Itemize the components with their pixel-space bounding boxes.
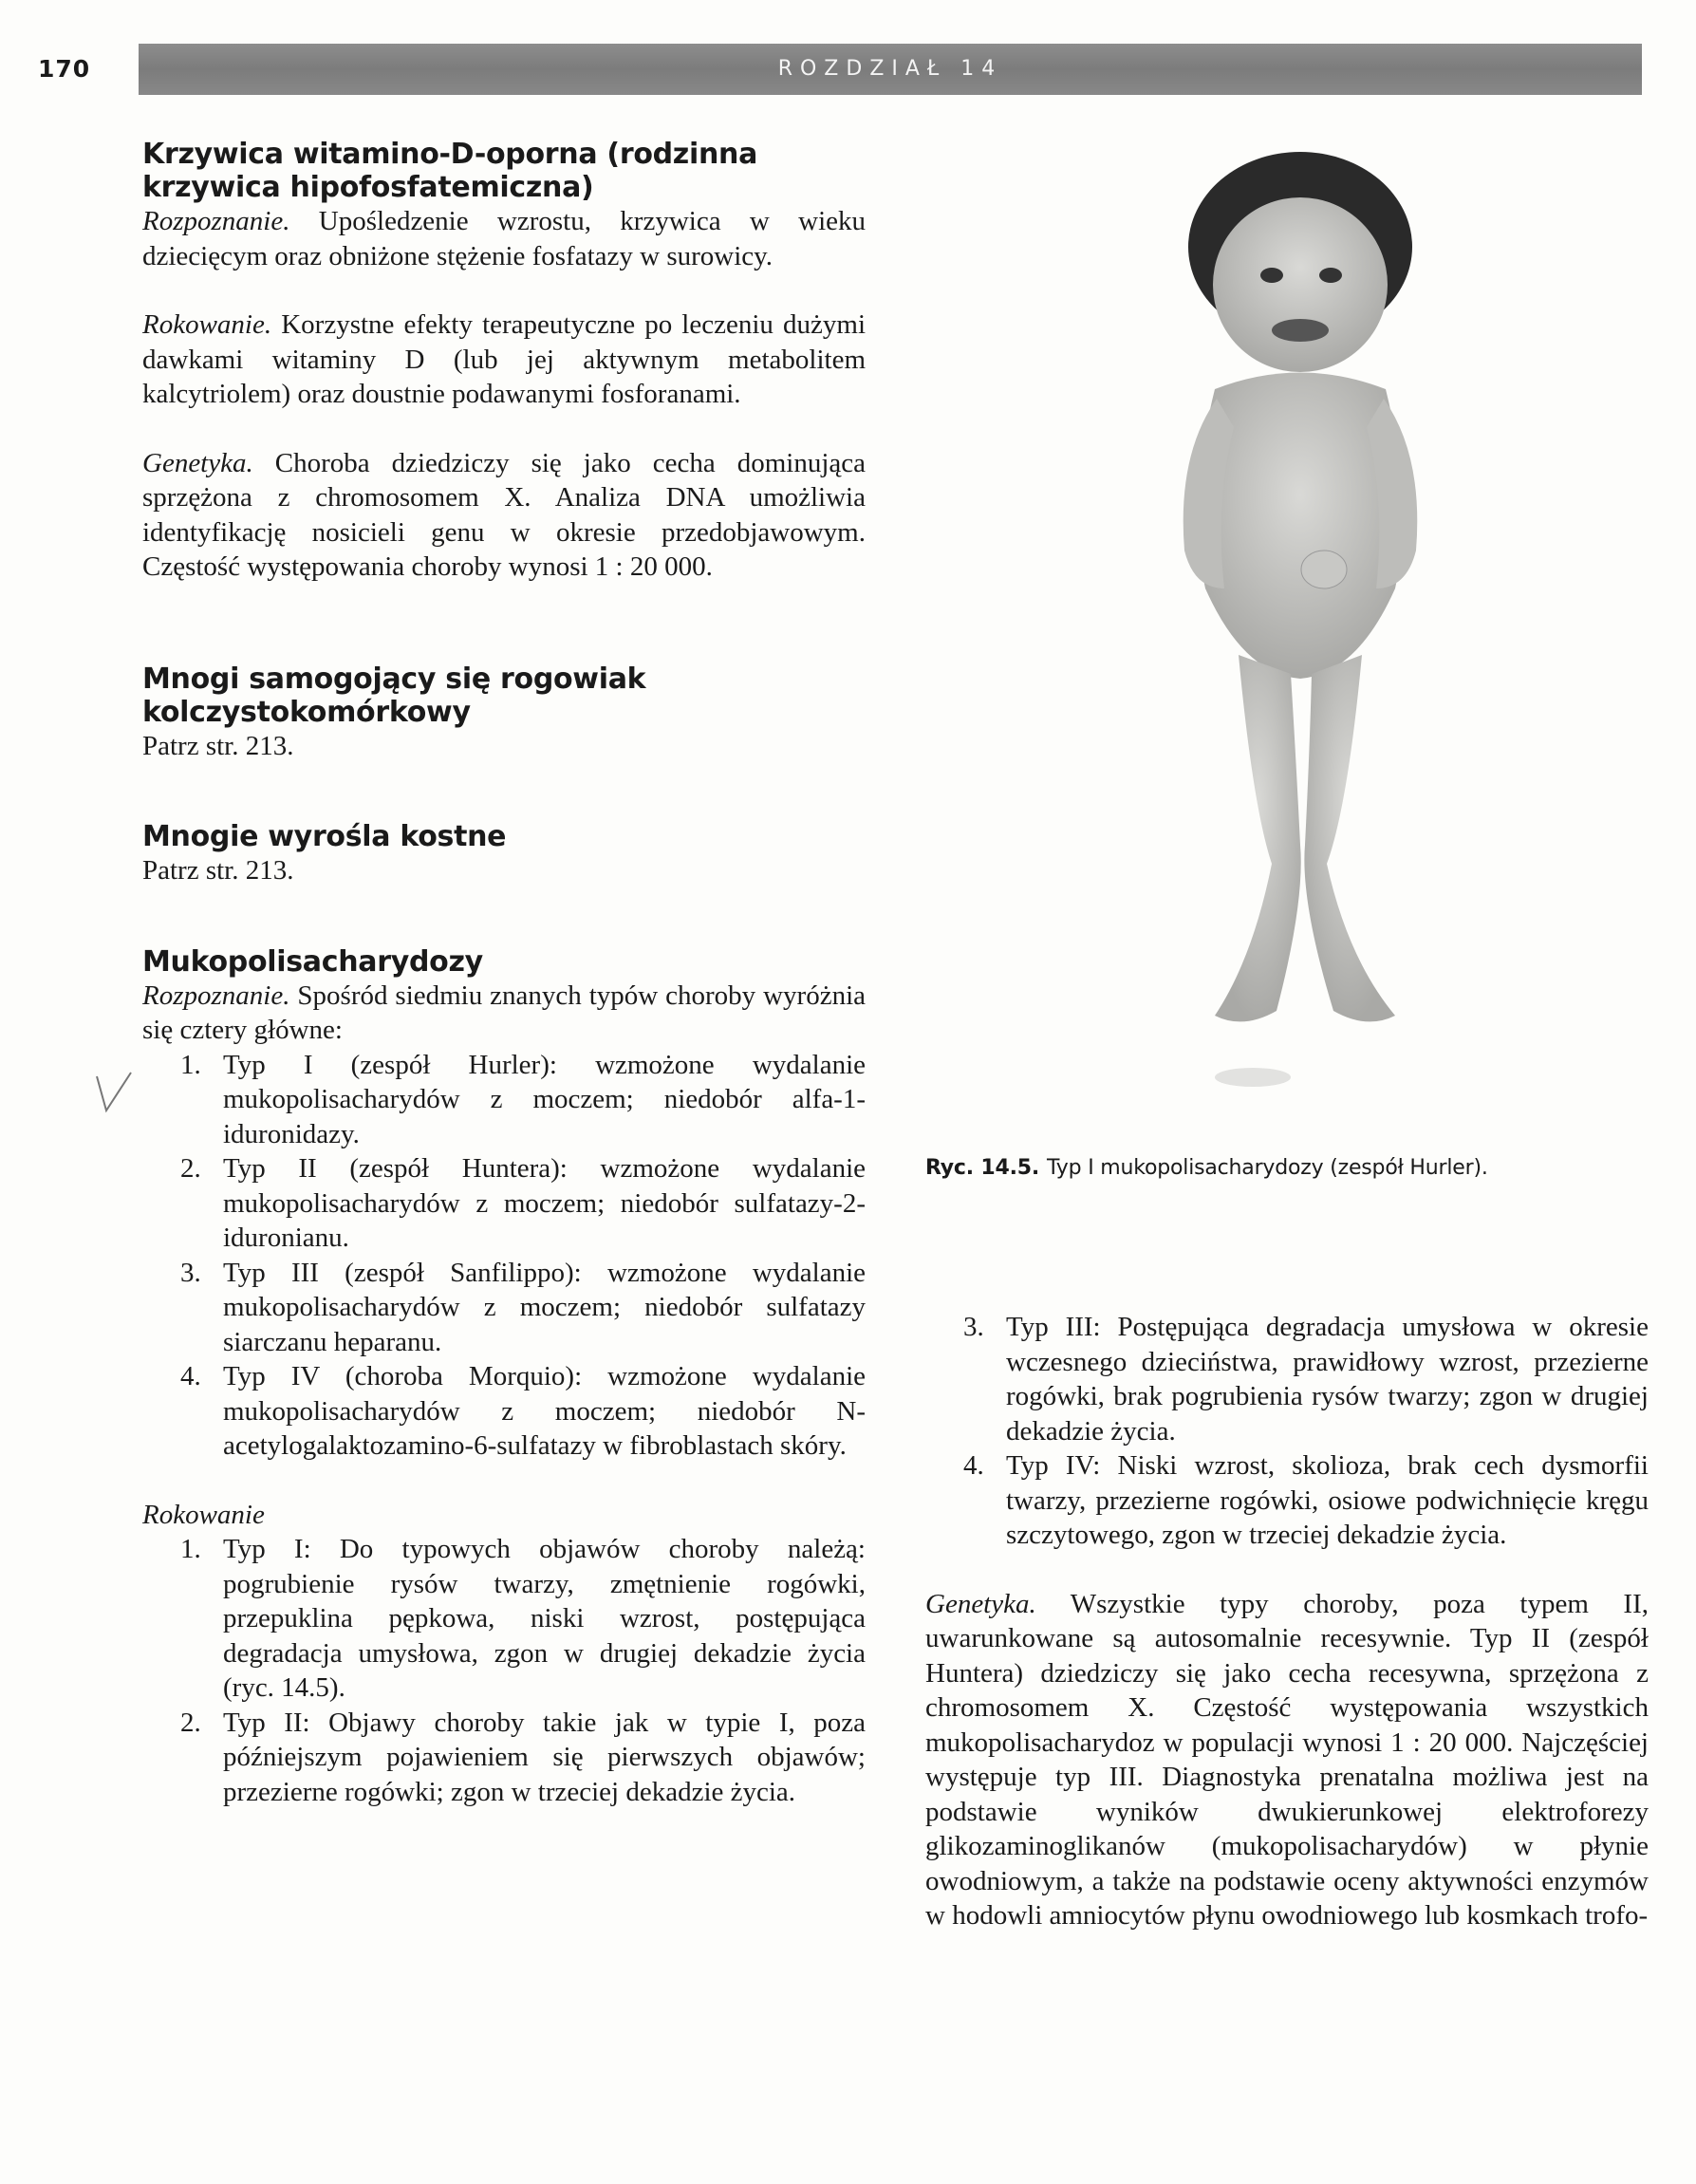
list-text: Typ IV (choroba Morquio): wzmożone wydalanie mukopolisacharydów z moczem; niedobór N-acetylogalaktozamino-6-sulfatazy w fibroblastach skóry. — [223, 1361, 866, 1461]
right-column — [925, 1310, 1649, 1933]
list-number: 3. — [963, 1312, 984, 1342]
list-number: 2. — [180, 1707, 201, 1738]
genetics-paragraph — [925, 1587, 1649, 1933]
eye-shape — [1319, 268, 1342, 283]
list-text: Typ I: Do typowych objawów choroby należą: pogrubienie rysów twarzy, zmętnienie rogówki, przepuklina pępkowa, niski wzrost, postępująca degradacja umysłowa, zgon w drugiej dekadzie życia (ryc. 14.5). — [223, 1534, 866, 1703]
prognosis-list-part2 — [925, 1310, 1649, 1553]
list-item — [142, 1256, 866, 1360]
heading-line: Mnogi samogojący się rogowiak — [142, 662, 646, 696]
chapter-header-bar — [139, 44, 1642, 95]
prognosis-heading — [142, 1498, 866, 1533]
list-item — [925, 1448, 1649, 1553]
section-exostoses — [142, 820, 866, 888]
paragraph-lead: Rozpoznanie. — [142, 206, 290, 236]
list-text: Typ III: Postępująca degradacja umysłowa w okresie wczesnego dzieciństwa, prawidłowy wzrost, przezierne rogówki, brak pogrubienia rysów twarzy; zgon w drugiej dekadzie życia. — [1006, 1312, 1649, 1447]
page-reference: Patrz str. 213. — [142, 855, 294, 886]
list-text: Typ IV: Niski wzrost, skolioza, brak cech dysmorfii twarzy, przezierne rogówki, osiowe podwichnięcie kręgu szczytowego, zgon w trzeciej dekadzie życia. — [1006, 1450, 1649, 1550]
section-heading — [142, 138, 866, 204]
list-item — [142, 1048, 866, 1152]
list-item — [925, 1310, 1649, 1448]
leg-shape — [1304, 655, 1395, 1021]
list-text: Typ I (zespół Hurler): wzmożone wydalanie mukopolisacharydów z moczem; niedobór alfa-1-iduronidazy. — [223, 1049, 866, 1149]
list-text: Typ II (zespół Huntera): wzmożone wydalanie mukopolisacharydów z moczem; niedobór sulfatazy-2-iduronianu. — [223, 1153, 866, 1253]
list-item — [142, 1706, 866, 1810]
list-text: Typ II: Objawy choroby takie jak w typie I, poza późniejszym pojawieniem się pierwszych objawów; przezierne rogówki; zgon w trzeciej dekadzie życia. — [223, 1707, 866, 1807]
list-number: 3. — [180, 1257, 201, 1288]
list-number: 2. — [180, 1153, 201, 1184]
paragraph-text: Upośledzenie wzrostu, krzywica w wieku dziecięcym oraz obniżone stężenie fosfatazy w surowicy. — [142, 206, 866, 271]
section-heading: Mukopolisacharydozy — [142, 944, 483, 979]
paragraph-lead: Rokowanie. — [142, 309, 272, 340]
caption-text: Typ I mukopolisacharydozy (zespół Hurler). — [1047, 1156, 1488, 1180]
prognosis-list-part1 — [142, 1532, 866, 1809]
paragraph-lead: Rokowanie — [142, 1499, 265, 1530]
hernia-shape — [1301, 551, 1347, 588]
list-number: 1. — [180, 1049, 201, 1080]
genetics-paragraph — [142, 446, 866, 585]
handwritten-check-icon — [93, 1069, 137, 1122]
list-item — [142, 1359, 866, 1464]
floor-shadow — [1215, 1068, 1291, 1087]
mouth-shape — [1272, 319, 1329, 342]
caption-label: Ryc. 14.5. — [925, 1156, 1039, 1180]
heading-line: kolczystokomórkowy — [142, 695, 471, 729]
heading-line: krzywica hipofosfatemiczna) — [142, 171, 594, 204]
list-number: 1. — [180, 1534, 201, 1564]
figure-caption — [925, 1156, 1488, 1180]
section-keratoacanthoma — [142, 663, 866, 764]
section-mucopolysaccharidoses — [142, 945, 866, 1810]
list-text: Typ III (zespół Sanfilippo): wzmożone wydalanie mukopolisacharydów z moczem; niedobór sulfatazy siarczanu heparanu. — [223, 1257, 866, 1357]
paragraph-lead: Rozpoznanie. — [142, 980, 290, 1011]
left-column — [142, 138, 866, 1809]
section-hypophosphatemic-rickets — [142, 138, 866, 585]
face-shape — [1213, 197, 1388, 372]
paragraph-text: Korzystne efekty terapeutyczne po leczeniu dużymi dawkami witaminy D (lub jej aktywnym metabolitem kalcytriolem) oraz doustnie podawanymi fosforanami. — [142, 309, 866, 409]
list-item — [142, 1532, 866, 1706]
eye-shape — [1260, 268, 1283, 283]
prognosis-paragraph — [142, 308, 866, 412]
paragraph-lead: Genetyka. — [142, 447, 253, 478]
diagnosis-paragraph — [142, 979, 866, 1048]
section-heading — [142, 663, 866, 729]
diagnosis-list — [142, 1048, 866, 1464]
diagnosis-paragraph — [142, 204, 866, 273]
list-item — [142, 1151, 866, 1256]
heading-line: Krzywica witamino-D-oporna (rodzinna — [142, 138, 758, 171]
leg-shape — [1215, 655, 1301, 1021]
section-heading: Mnogie wyrośla kostne — [142, 820, 507, 853]
page-reference: Patrz str. 213. — [142, 730, 294, 761]
chapter-title: ROZDZIAŁ 14 — [777, 57, 1003, 81]
paragraph-text: Spośród siedmiu znanych typów choroby wyróżnia się cztery główne: — [142, 980, 866, 1045]
list-number: 4. — [963, 1450, 984, 1481]
paragraph-text: Choroba dziedziczy się jako cecha dominująca sprzężona z chromosomem X. Analiza DNA umożliwia identyfikację nosicieli genu w okresie przedobjawowym. Częstość występowania choroby wynosi 1 : 20 000. — [142, 447, 866, 582]
list-number: 4. — [180, 1361, 201, 1391]
child-photo-figure — [1110, 142, 1481, 1092]
page-number: 170 — [38, 55, 91, 83]
paragraph-lead: Genetyka. — [925, 1588, 1036, 1619]
paragraph-text: Wszystkie typy choroby, poza typem II, uwarunkowane są autosomalnie recesywnie. Typ II (zespół Huntera) dziedziczy się jako cecha recesywna, sprzężona z chromosomem X. Częstość występowania wszystkich mukopolisacharydoz w populacji wynosi 1 : 20 000. Najczęściej występuje typ III. Diagnostyka prenatalna możliwa jest na podstawie wyników dwukierunkowej elektroforezy glikozaminoglikanów (mukopolisacharydów) w płynie owodniowym, a także na podstawie oceny aktywności enzymów w hodowli amniocytów płynu owodniowego lub kosmkach trofo- — [925, 1588, 1649, 1931]
